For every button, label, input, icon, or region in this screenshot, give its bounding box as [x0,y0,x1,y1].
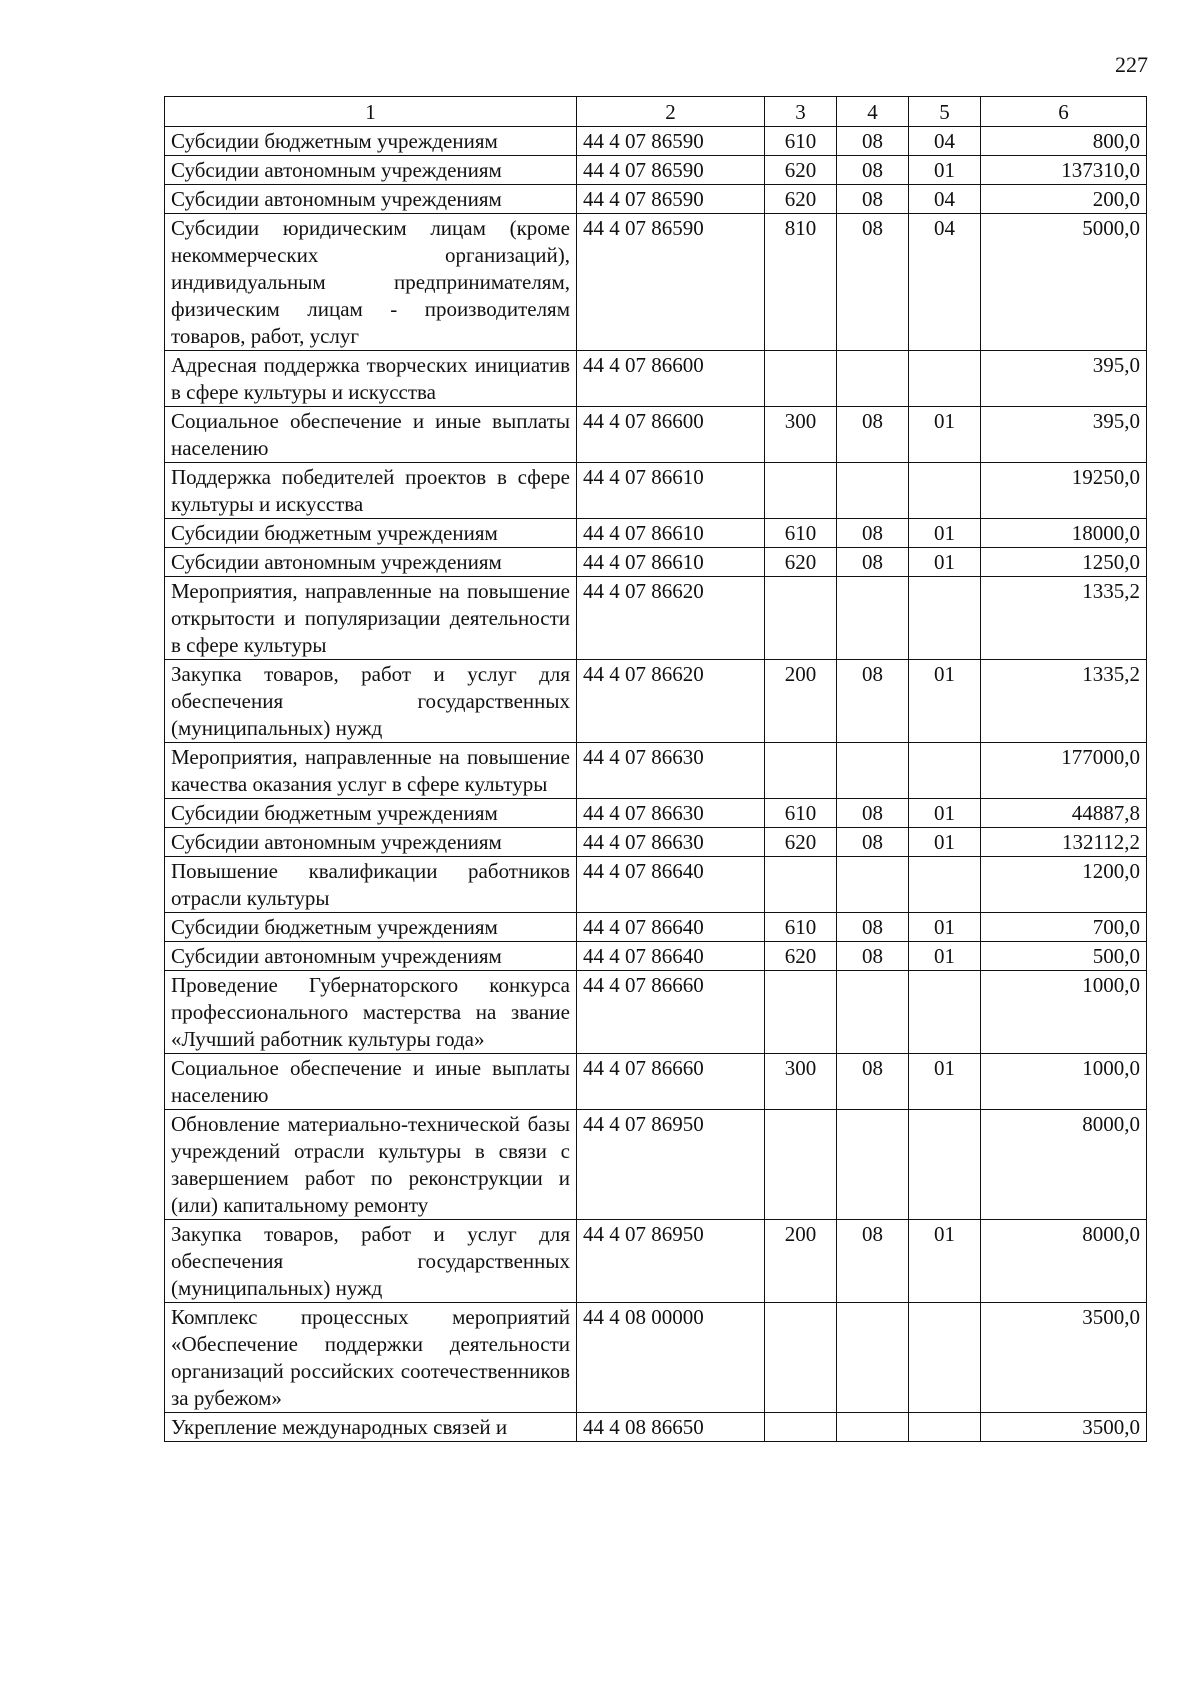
table-row [165,127,1147,156]
row-name-cell: Проведение Губернаторского конкурса профессионального мастерства на звание «Лучший работник культуры года» [165,971,577,1054]
row-name-cell: Субсидии автономным учреждениям [165,185,577,214]
row-col4-cell [837,857,909,913]
row-col4-cell [837,1110,909,1220]
row-col3-cell: 810 [765,214,837,351]
row-name-cell: Субсидии бюджетным учреждениям [165,913,577,942]
row-col4-cell: 08 [837,828,909,857]
row-col3-cell: 620 [765,156,837,185]
row-name-cell: Социальное обеспечение и иные выплаты населению [165,1054,577,1110]
row-col3-cell: 300 [765,407,837,463]
row-name-cell: Субсидии бюджетным учреждениям [165,127,577,156]
row-code-cell: 44 4 07 86630 [577,743,765,799]
row-col3-cell: 610 [765,519,837,548]
row-name-cell: Субсидии автономным учреждениям [165,156,577,185]
row-col3-cell [765,1413,837,1442]
row-amount-cell: 3500,0 [981,1303,1147,1413]
row-col4-cell: 08 [837,214,909,351]
row-col4-cell: 08 [837,799,909,828]
row-col5-cell: 04 [909,214,981,351]
row-name-cell: Субсидии бюджетным учреждениям [165,799,577,828]
row-name-cell: Субсидии автономным учреждениям [165,828,577,857]
row-col5-cell: 01 [909,913,981,942]
header-col-2: 2 [577,97,765,127]
row-col5-cell [909,463,981,519]
row-col3-cell: 200 [765,1220,837,1303]
row-amount-cell: 8000,0 [981,1220,1147,1303]
row-col5-cell: 01 [909,942,981,971]
row-col5-cell [909,351,981,407]
table-row [165,660,1147,743]
row-amount-cell: 177000,0 [981,743,1147,799]
page-number: 227 [1115,52,1148,77]
row-col5-cell: 04 [909,127,981,156]
row-col4-cell: 08 [837,519,909,548]
row-col5-cell: 01 [909,1220,981,1303]
row-code-cell: 44 4 08 00000 [577,1303,765,1413]
row-code-cell: 44 4 07 86660 [577,1054,765,1110]
row-amount-cell: 1000,0 [981,971,1147,1054]
table-row [165,913,1147,942]
row-amount-cell: 200,0 [981,185,1147,214]
row-col3-cell: 620 [765,828,837,857]
table-header [165,97,1147,127]
row-name-cell: Субсидии бюджетным учреждениям [165,519,577,548]
row-name-cell: Субсидии автономным учреждениям [165,942,577,971]
row-col4-cell [837,463,909,519]
row-col5-cell [909,1303,981,1413]
row-code-cell: 44 4 07 86600 [577,351,765,407]
row-col4-cell [837,577,909,660]
table-row [165,548,1147,577]
row-amount-cell: 132112,2 [981,828,1147,857]
row-code-cell: 44 4 07 86600 [577,407,765,463]
row-col3-cell: 620 [765,185,837,214]
row-col4-cell: 08 [837,660,909,743]
row-code-cell: 44 4 07 86590 [577,156,765,185]
table-row [165,407,1147,463]
row-code-cell: 44 4 07 86590 [577,185,765,214]
row-code-cell: 44 4 07 86950 [577,1220,765,1303]
table-row [165,156,1147,185]
header-col-1: 1 [165,97,577,127]
table-row [165,463,1147,519]
row-amount-cell: 800,0 [981,127,1147,156]
table-row [165,519,1147,548]
row-col5-cell: 01 [909,156,981,185]
row-amount-cell: 1335,2 [981,660,1147,743]
row-name-cell: Обновление материально-технической базы учреждений отрасли культуры в связи с завершением работ по реконструкции и (или) капитальному ремонту [165,1110,577,1220]
row-amount-cell: 395,0 [981,351,1147,407]
row-amount-cell: 1000,0 [981,1054,1147,1110]
table-body [165,127,1147,1442]
row-col5-cell [909,1413,981,1442]
row-name-cell: Закупка товаров, работ и услуг для обеспечения государственных (муниципальных) нужд [165,660,577,743]
row-amount-cell: 1335,2 [981,577,1147,660]
header-col-5: 5 [909,97,981,127]
row-code-cell: 44 4 07 86630 [577,828,765,857]
row-amount-cell: 18000,0 [981,519,1147,548]
budget-table [164,96,1147,1442]
row-col4-cell [837,743,909,799]
table-row [165,351,1147,407]
row-col4-cell: 08 [837,913,909,942]
table-row [165,1303,1147,1413]
row-code-cell: 44 4 07 86640 [577,857,765,913]
row-name-cell: Субсидии юридическим лицам (кроме некоммерческих организаций), индивидуальным предпринимателям, физическим лицам - производителям товаров, работ, услуг [165,214,577,351]
row-name-cell: Мероприятия, направленные на повышение открытости и популяризации деятельности в сфере культуры [165,577,577,660]
row-col3-cell [765,857,837,913]
table-row [165,1220,1147,1303]
table-row [165,1413,1147,1442]
row-code-cell: 44 4 07 86640 [577,942,765,971]
row-code-cell: 44 4 07 86620 [577,660,765,743]
row-name-cell: Адресная поддержка творческих инициатив в сфере культуры и искусства [165,351,577,407]
row-col5-cell [909,577,981,660]
row-code-cell: 44 4 08 86650 [577,1413,765,1442]
row-col5-cell: 01 [909,799,981,828]
row-amount-cell: 8000,0 [981,1110,1147,1220]
row-name-cell: Социальное обеспечение и иные выплаты населению [165,407,577,463]
row-col3-cell: 300 [765,1054,837,1110]
row-code-cell: 44 4 07 86610 [577,463,765,519]
row-col4-cell: 08 [837,942,909,971]
row-amount-cell: 5000,0 [981,214,1147,351]
row-col5-cell: 04 [909,185,981,214]
table-row [165,185,1147,214]
row-col4-cell: 08 [837,407,909,463]
table-row [165,942,1147,971]
row-col4-cell [837,971,909,1054]
row-amount-cell: 1250,0 [981,548,1147,577]
row-code-cell: 44 4 07 86660 [577,971,765,1054]
table-row [165,828,1147,857]
row-col5-cell [909,743,981,799]
row-code-cell: 44 4 07 86630 [577,799,765,828]
row-col5-cell: 01 [909,548,981,577]
table-row [165,214,1147,351]
row-name-cell: Повышение квалификации работников отрасли культуры [165,857,577,913]
row-col3-cell: 610 [765,799,837,828]
row-col4-cell: 08 [837,185,909,214]
header-col-3: 3 [765,97,837,127]
table-row [165,799,1147,828]
row-col5-cell: 01 [909,828,981,857]
row-amount-cell: 137310,0 [981,156,1147,185]
row-col4-cell: 08 [837,1220,909,1303]
row-col5-cell: 01 [909,660,981,743]
row-col4-cell: 08 [837,1054,909,1110]
table-row [165,971,1147,1054]
row-code-cell: 44 4 07 86640 [577,913,765,942]
row-col4-cell: 08 [837,127,909,156]
row-col3-cell [765,1303,837,1413]
row-col4-cell [837,351,909,407]
row-col3-cell: 620 [765,548,837,577]
row-col3-cell: 200 [765,660,837,743]
table-row [165,743,1147,799]
row-col5-cell [909,971,981,1054]
header-row [165,97,1147,127]
row-col3-cell: 610 [765,127,837,156]
row-amount-cell: 500,0 [981,942,1147,971]
row-col3-cell: 610 [765,913,837,942]
row-col3-cell: 620 [765,942,837,971]
row-amount-cell: 3500,0 [981,1413,1147,1442]
row-code-cell: 44 4 07 86590 [577,214,765,351]
row-col5-cell [909,857,981,913]
row-col5-cell [909,1110,981,1220]
row-amount-cell: 19250,0 [981,463,1147,519]
row-col5-cell: 01 [909,407,981,463]
row-name-cell: Мероприятия, направленные на повышение качества оказания услуг в сфере культуры [165,743,577,799]
table-row [165,1054,1147,1110]
row-col3-cell [765,971,837,1054]
row-col4-cell [837,1413,909,1442]
row-amount-cell: 395,0 [981,407,1147,463]
row-amount-cell: 44887,8 [981,799,1147,828]
table-row [165,1110,1147,1220]
row-col3-cell [765,351,837,407]
row-amount-cell: 700,0 [981,913,1147,942]
row-col4-cell: 08 [837,548,909,577]
row-col5-cell: 01 [909,1054,981,1110]
table-row [165,577,1147,660]
row-code-cell: 44 4 07 86610 [577,519,765,548]
header-col-6: 6 [981,97,1147,127]
row-name-cell: Комплекс процессных мероприятий «Обеспечение поддержки деятельности организаций российских соотечественников за рубежом» [165,1303,577,1413]
header-col-4: 4 [837,97,909,127]
row-col4-cell [837,1303,909,1413]
row-amount-cell: 1200,0 [981,857,1147,913]
table-row [165,857,1147,913]
row-code-cell: 44 4 07 86620 [577,577,765,660]
row-col3-cell [765,577,837,660]
row-col4-cell: 08 [837,156,909,185]
row-code-cell: 44 4 07 86950 [577,1110,765,1220]
row-name-cell: Укрепление международных связей и [165,1413,577,1442]
row-name-cell: Субсидии автономным учреждениям [165,548,577,577]
row-col3-cell [765,463,837,519]
row-code-cell: 44 4 07 86610 [577,548,765,577]
row-col5-cell: 01 [909,519,981,548]
row-col3-cell [765,1110,837,1220]
row-code-cell: 44 4 07 86590 [577,127,765,156]
row-col3-cell [765,743,837,799]
row-name-cell: Закупка товаров, работ и услуг для обеспечения государственных (муниципальных) нужд [165,1220,577,1303]
row-name-cell: Поддержка победителей проектов в сфере культуры и искусства [165,463,577,519]
